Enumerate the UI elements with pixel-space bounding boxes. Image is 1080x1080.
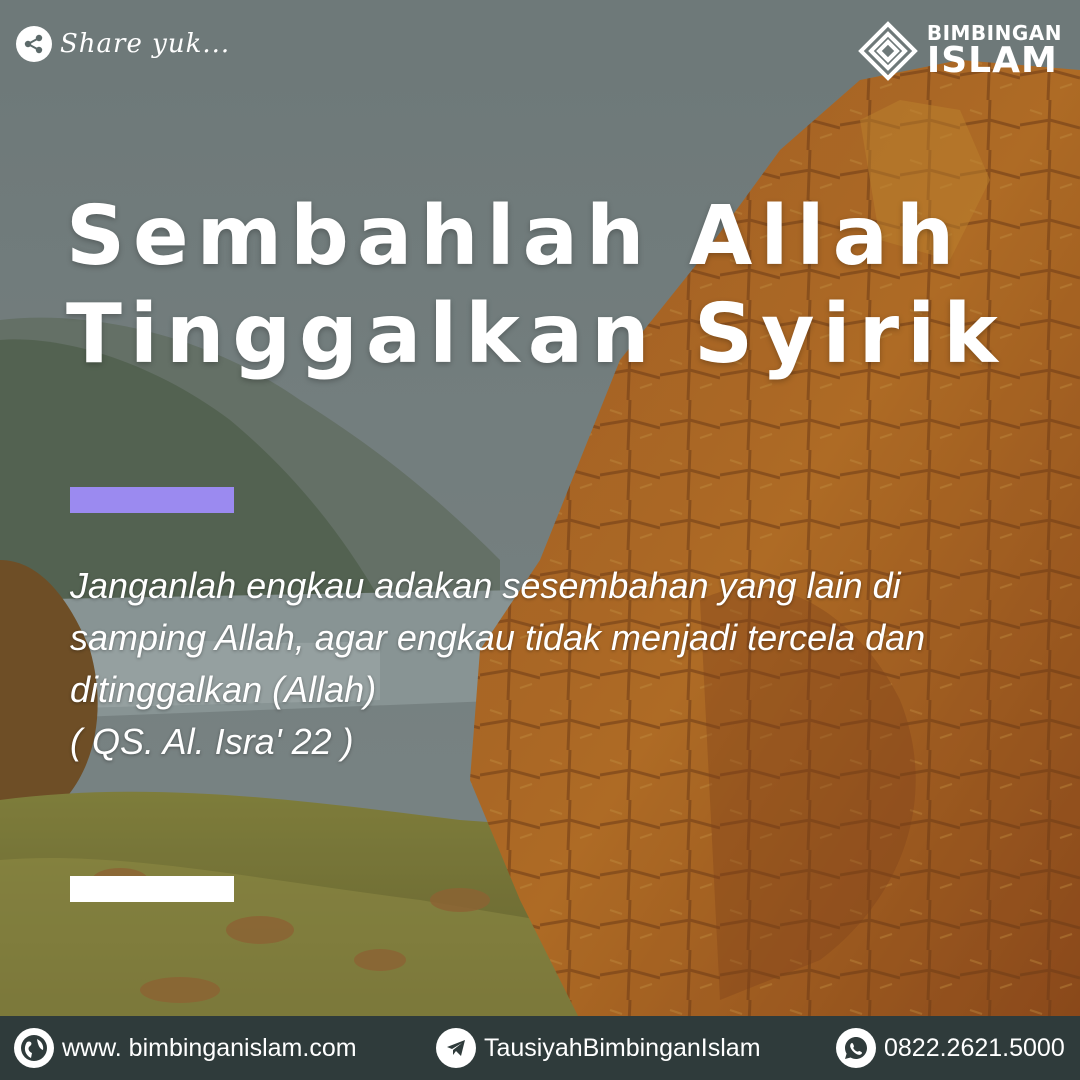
share-label: Share yuk...	[60, 29, 231, 59]
brand-logo	[857, 20, 1062, 82]
whatsapp-icon	[836, 1028, 876, 1068]
title-line-1: Sembahlah Allah	[66, 189, 963, 284]
logo-text-bottom: ISLAM	[926, 40, 1058, 81]
telegram-handle: TausiyahBimbinganIslam	[484, 1033, 761, 1062]
globe-icon	[14, 1028, 54, 1068]
website-link: www. bimbinganislam.com	[62, 1033, 357, 1062]
share-icon	[16, 26, 52, 62]
page-title	[66, 188, 1006, 384]
quote-line-2: samping Allah, agar engkau tidak menjadi tercela dan	[70, 617, 926, 658]
accent-divider	[70, 487, 234, 513]
logo-text-top: BIMBINGAN	[926, 21, 1062, 45]
quote-line-3: ditinggalkan (Allah)	[70, 669, 377, 710]
quote-line-1: Janganlah engkau adakan sesembahan yang lain di	[70, 565, 901, 606]
footer-telegram[interactable]	[436, 1028, 761, 1068]
whatsapp-number: 0822.2621.5000	[884, 1033, 1065, 1062]
white-divider	[70, 876, 234, 902]
footer-bar	[0, 1016, 1080, 1080]
quote-reference: ( QS. Al. Isra' 22 )	[70, 721, 354, 762]
footer-whatsapp[interactable]	[836, 1028, 1065, 1068]
telegram-icon	[436, 1028, 476, 1068]
quote-block	[70, 560, 1070, 768]
share-prompt[interactable]	[16, 24, 230, 64]
logo-icon	[857, 20, 919, 82]
footer-website[interactable]	[14, 1028, 357, 1068]
title-line-2: Tinggalkan Syirik	[66, 287, 1006, 382]
